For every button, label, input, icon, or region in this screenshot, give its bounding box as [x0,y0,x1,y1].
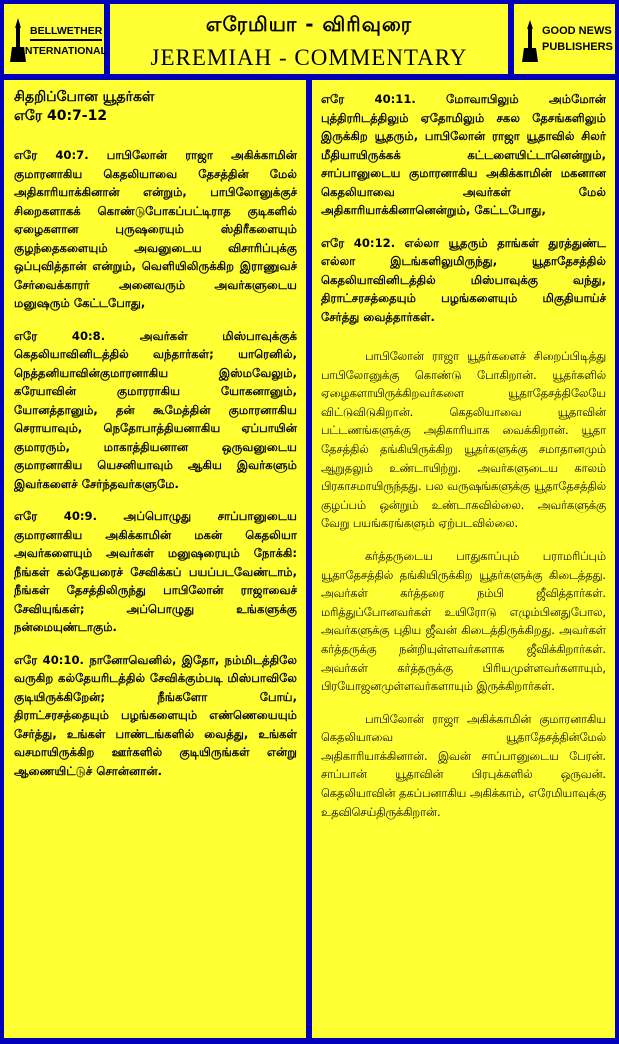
section-reference: எரே 40:7-12 [14,108,108,124]
logo-rule [30,39,102,41]
title-english: JEREMIAH - COMMENTARY [150,45,468,70]
publisher-logo-line1: GOOD NEWS [542,25,612,37]
right-column [312,80,615,1038]
section-heading [14,88,297,126]
verse-40-9: எரே 40:9. அப்பொழுது சாப்பானுடைய குமாரனாகிய அகிக்காமின் மகன் கெதலியா அவர்களையும் அவர்கள் மனுஷரையும் நோக்கி: நீங்கள் கல்தேயரைச் சேவிக்கப் பயப்படவேண்டாம், நீங்கள் தேசத்திலிருந்து பாபிலோன் ராஜாவைச் சேவியுங்கள்; அப்பொழுது உங்களுக்கு நன்மையுண்டாகும். [14,509,297,634]
commentary-paragraph-2: கர்த்தருடைய பாதுகாப்பும் பராமரிப்பும் யூதாதேசத்தில் தங்கியிருக்கிற யூதர்களுக்கு கிடைத்தது. அவர்கள் கர்த்தரை நம்பி ஜீவித்தார்கள். மரித்துப்போனவர்கள் உயிரோடு எழும்பினதுபோல, அவர்களுக்கு புதிய ஜீவன் கிடைத்திருக்கிறது. அவர்கள் கர்த்தருக்கு நன்றியுள்ளவர்களாக ஜீவிக்கிறார்கள். அவர்கள் கர்த்தருக்கு பிரியமுள்ளவர்களாயும், பிரயோஜனமுள்ளவர்களாயும் இருக்கிறார்கள். [321,549,606,694]
title-panel [110,4,508,74]
verse-40-8: எரே 40:8. அவர்கள் மிஸ்பாவுக்குக் கெதலியாவினிடத்தில் வந்தார்கள்; யாரெனில், நெத்தனியாவின்குமாரனாகிய இஸ்மவேலும், கரேயாவின் குமாரராகிய யோகனானும், யோனத்தானும், தன் கூமேத்தின் குமாரனாகிய செராயாவும், நெதோபாத்தியனாகிய ஏப்பாயின் குமாரரும், மாகாத்தியனான ஒருவனுடைய குமாரனாகிய யெசனியாவும் ஆகிய இவர்களும் இவர்களைச் சேர்ந்தவர்களுமே. [14,328,297,491]
bellwether-logo-line2: INTERNATIONAL [22,45,107,57]
bellwether-logo [4,4,107,74]
verse-40-7: எரே 40:7. பாபிலோன் ராஜா அகிக்காமின் குமாரனாகிய கெதலியாவை தேசத்தின் மேல் அதிகாரியாக்கினான் என்றும், பாபிலோனுக்குச் சிறைகளாகக் கொண்டுபோகப்பட்டிராத குடிகளில் ஏழைகளான புருஷரையும் ஸ்திரீகளையும் குழந்தைகளையும் அவனுடைய விசாரிப்புக்கு ஒப்புவித்தான் என்றும், வெளியிலிருக்கிற இராணுவச் சேர்வைக்காரர் அனைவரும் அவர்களுடைய மனுஷரும் கேட்டபோது, [14,148,297,310]
publisher-logo-line2: PUBLISHERS [542,41,613,53]
title-tamil: எரேமியா - விரிவுரை [205,12,413,36]
commentary-paragraph-3: பாபிலோன் ராஜா அகிக்காமின் குமாரனாகிய கெதலியாவை யூதாதேசத்தின்மேல் அதிகாரியாக்கினான். இவன் சாப்பானுடைய பேரன். சாப்பான் யூதாவின் பிரபுக்களில் ஒருவன். கெதலியாவின் தகப்பனாகிய அகிக்காம், எரேமியாவுக்கு உதவிசெய்திருக்கிறான். [321,712,606,819]
publisher-emblem-icon [522,20,538,62]
commentary-paragraph-1: பாபிலோன் ராஜா யூதர்களைச் சிறைப்பிடித்து பாபிலோனுக்கு கொண்டு போகிறான். யூதர்களில் ஏழைகளாயிருக்கிறவர்களை யூதாதேசத்திலேயே விட்டுவிடுகிறான். கெதலியாவை யூதாவின் பட்டணங்களுக்கு அதிகாரியாக வைக்கிறான். யூதா தேசத்தில் தங்கியிருக்கிற யூதர்களுக்கு சமாதானமும் ஆறுதலும் உண்டாயிற்று. அவர்களுடைய காலம் பிரகாசமாயிருந்தது. பல வருஷங்களுக்கு யூதாதேசத்தில் குழப்பம் ஒன்றும் உண்டாகவில்லை. அவர்களுக்கு வேறு பயங்கரங்களும் ஏற்படவில்லை. [321,350,606,531]
verse-40-10: எரே 40:10. நானோவெனில், இதோ, நம்மிடத்திலே வருகிற கல்தேயரிடத்தில் சேவிக்கும்படி மிஸ்பாவிலே குடியிருக்கிறேன்; நீங்களோ போய், திராட்சரசத்தையும் பழங்களையும் எண்ணெயையும் சேர்த்து, உங்கள் பாண்டங்களில் வைத்து, உங்கள் வசமாயிருக்கிற ஊர்களில் குடியிருங்கள் என்று ஆணையிட்டுச் சொன்னான். [14,652,297,778]
verse-40-12: எரே 40:12. எல்லா யூதரும் தாங்கள் துரத்துண்ட எல்லா இடங்களிலுமிருந்து, யூதாதேசத்தில் கெதலியாவினிடத்தில் மிஸ்பாவுக்கு வந்து, திராட்சரசத்தையும் பழங்களையும் மிகுதியாய்ச் சேர்த்து வைத்தார்கள். [321,235,606,324]
bellwether-logo-line1: BELLWETHER [30,25,103,37]
left-column [4,80,306,1038]
section-title: சிதறிப்போன யூதர்கள் [14,89,155,105]
verse-40-11: எரே 40:11. மோவாபிலும் அம்மோன் புத்திரரிடத்திலும் ஏதோமிலும் சகல தேசங்களிலும் இருக்கிற யூதரும், பாபிலோன் ராஜா யூதாவில் சிலர் மீதியாயிருக்கக் கட்டளையிட்டானென்றும், சாப்பானுடைய குமாரனாகிய அகிக்காமின் மகனான கெதலியாவை அவர்கள் மேல் அதிகாரியாக்கினானென்றும், கேட்டபோது, [321,92,606,217]
good-news-publishers-logo [514,4,615,74]
